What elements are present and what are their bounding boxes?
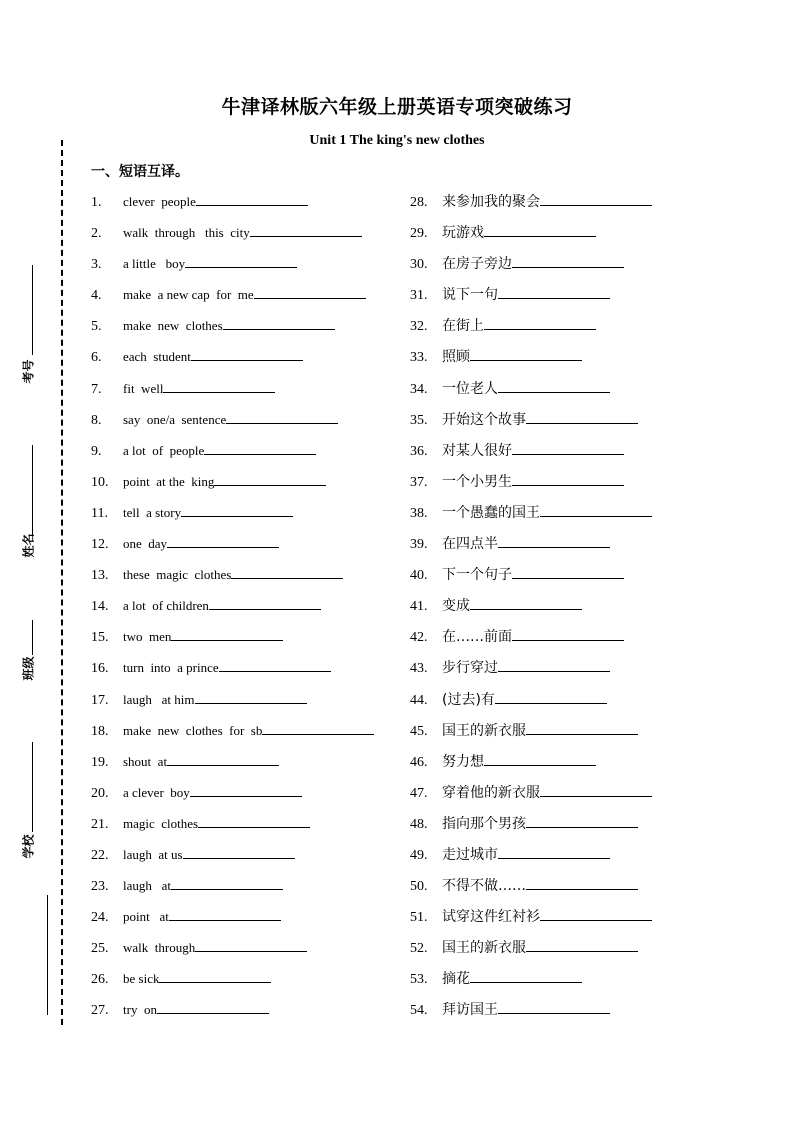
answer-blank[interactable] — [195, 937, 307, 952]
name-label: 姓名 — [21, 533, 36, 558]
item-number: 3. — [91, 257, 102, 273]
page-title: 牛津译林版六年级上册英语专项突破练习 — [221, 96, 573, 118]
phrase-text: a lot of people — [123, 442, 205, 458]
phrase-text: 在房子旁边 — [442, 256, 512, 273]
phrase-item — [91, 781, 374, 812]
answer-blank[interactable] — [262, 720, 374, 735]
item-number: 50. — [410, 879, 428, 895]
phrase-item — [410, 936, 652, 967]
phrase-item — [91, 345, 374, 376]
item-number: 5. — [91, 319, 102, 335]
phrase-text: 在……前面 — [442, 629, 512, 646]
answer-blank[interactable] — [526, 720, 638, 735]
phrase-text: 不得不做…… — [442, 878, 526, 895]
phrase-item — [410, 563, 652, 594]
phrase-text: 国王的新衣服 — [442, 722, 526, 739]
phrase-item — [91, 314, 374, 345]
answer-blank[interactable] — [540, 191, 652, 206]
answer-blank[interactable] — [540, 502, 652, 517]
phrase-text: these magic clothes — [123, 567, 232, 583]
answer-blank[interactable] — [484, 751, 596, 766]
phrase-item — [410, 750, 652, 781]
phrase-item — [91, 283, 374, 314]
phrase-item — [91, 812, 374, 843]
item-number: 53. — [410, 972, 428, 988]
phrase-item — [410, 501, 652, 532]
phrase-text: laugh at us — [123, 846, 183, 862]
phrase-item — [410, 843, 652, 874]
item-number: 37. — [410, 474, 428, 490]
item-number: 11. — [91, 505, 108, 521]
phrase-text: 说下一句 — [442, 287, 498, 304]
phrase-item — [91, 688, 374, 719]
phrase-text: 开始这个故事 — [442, 411, 526, 428]
phrase-text: laugh at — [123, 878, 172, 894]
phrase-text: walk through — [123, 940, 196, 956]
phrase-text: make a new cap for me — [123, 287, 254, 303]
phrase-item — [91, 750, 374, 781]
item-number: 47. — [410, 785, 428, 801]
phrase-item — [410, 252, 652, 283]
phrase-item — [410, 812, 652, 843]
phrase-item — [91, 998, 374, 1029]
item-number: 27. — [91, 1003, 109, 1019]
answer-blank[interactable] — [512, 253, 624, 268]
phrase-item — [91, 190, 374, 221]
phrase-item — [410, 314, 652, 345]
item-number: 45. — [410, 723, 428, 739]
phrase-item — [91, 439, 374, 470]
phrase-text: 下一个句子 — [442, 567, 512, 584]
school-label: 学校 — [21, 834, 36, 859]
phrase-text: 走过城市 — [442, 846, 498, 863]
item-number: 19. — [91, 754, 109, 770]
exam-number-field — [10, 265, 50, 395]
item-number: 30. — [410, 257, 428, 273]
phrase-item — [410, 905, 652, 936]
phrase-item — [91, 252, 374, 283]
item-number: 34. — [410, 381, 428, 397]
phrase-item — [91, 563, 374, 594]
answer-blank[interactable] — [526, 409, 638, 424]
answer-blank[interactable] — [219, 657, 331, 672]
phrase-item — [410, 688, 652, 719]
phrase-item — [410, 625, 652, 656]
answer-blank[interactable] — [484, 315, 596, 330]
answer-blank[interactable] — [512, 564, 624, 579]
phrase-item — [410, 439, 652, 470]
binding-line-bottom — [47, 895, 48, 1015]
phrase-item — [91, 532, 374, 563]
phrase-text: 拜访国王 — [442, 1002, 498, 1019]
phrase-item — [410, 998, 652, 1029]
answer-blank[interactable] — [185, 253, 297, 268]
answer-blank[interactable] — [470, 346, 582, 361]
answer-blank[interactable] — [540, 782, 652, 797]
item-number: 24. — [91, 910, 109, 926]
phrase-text: walk through this city — [123, 225, 250, 241]
item-number: 4. — [91, 288, 102, 304]
answer-blank[interactable] — [498, 999, 610, 1014]
phrase-item — [91, 843, 374, 874]
phrase-text: 对某人很好 — [442, 442, 512, 459]
answer-blank[interactable] — [526, 813, 638, 828]
phrase-text: 指向那个男孩 — [442, 815, 526, 832]
item-number: 31. — [410, 288, 428, 304]
item-number: 10. — [91, 474, 109, 490]
item-number: 43. — [410, 661, 428, 677]
answer-blank[interactable] — [171, 626, 283, 641]
answer-blank[interactable] — [498, 378, 610, 393]
answer-blank[interactable] — [250, 222, 362, 237]
class-label: 班级 — [21, 656, 36, 681]
phrase-item — [410, 408, 652, 439]
school-field — [10, 742, 50, 872]
answer-blank[interactable] — [204, 440, 316, 455]
phrase-text: clever people — [123, 194, 196, 209]
item-number: 33. — [410, 350, 428, 366]
item-number: 14. — [91, 599, 109, 615]
phrase-text: point at — [123, 909, 169, 925]
phrase-item — [91, 656, 374, 687]
item-number: 21. — [91, 816, 109, 832]
answer-blank[interactable] — [190, 782, 302, 797]
answer-blank[interactable] — [181, 502, 293, 517]
phrase-text: 照顾 — [442, 349, 470, 366]
item-number: 15. — [91, 630, 109, 646]
answer-blank[interactable] — [183, 844, 295, 859]
phrase-text: 国王的新衣服 — [442, 940, 526, 957]
phrase-text: 步行穿过 — [442, 660, 498, 677]
phrase-item — [91, 625, 374, 656]
item-number: 17. — [91, 692, 109, 708]
answer-blank[interactable] — [167, 533, 279, 548]
item-number: 46. — [410, 754, 428, 770]
phrase-text: make new clothes for sb — [123, 722, 263, 738]
phrase-text: 努力想 — [442, 753, 484, 770]
phrase-text: a clever boy — [123, 784, 190, 800]
phrase-text: fit well — [123, 380, 164, 396]
answer-blank[interactable] — [254, 284, 366, 299]
answer-blank[interactable] — [159, 968, 271, 983]
answer-blank[interactable] — [470, 595, 582, 610]
phrase-text: a little boy — [123, 256, 186, 272]
item-number: 9. — [91, 443, 102, 459]
phrase-item — [410, 967, 652, 998]
phrase-item — [91, 377, 374, 408]
answer-blank[interactable] — [209, 595, 321, 610]
name-field — [10, 445, 50, 575]
phrase-text: one day — [123, 536, 168, 552]
phrase-text: try on — [123, 1002, 157, 1018]
section-heading: 一、短语互译。 — [91, 164, 189, 180]
answer-blank[interactable] — [526, 937, 638, 952]
answer-blank[interactable] — [163, 378, 275, 393]
unit-subtitle: Unit 1 The king's new clothes — [309, 133, 485, 148]
phrase-text: make new clothes — [123, 318, 223, 334]
item-number: 25. — [91, 941, 109, 957]
phrase-text: 摘花 — [442, 971, 470, 988]
phrase-item — [410, 874, 652, 905]
item-number: 52. — [410, 941, 428, 957]
answer-blank[interactable] — [191, 346, 303, 361]
answer-blank[interactable] — [498, 533, 610, 548]
answer-blank[interactable] — [512, 626, 624, 641]
phrase-item — [410, 470, 652, 501]
phrase-item — [410, 719, 652, 750]
item-number: 39. — [410, 537, 428, 553]
class-field — [10, 620, 50, 700]
phrase-item — [91, 408, 374, 439]
phrase-text: 变成 — [442, 598, 470, 615]
phrase-text: 穿着他的新衣服 — [442, 784, 540, 801]
item-number: 26. — [91, 972, 109, 988]
phrase-text: magic clothes — [123, 815, 199, 831]
chinese-phrase-column — [410, 190, 652, 1030]
item-number: 48. — [410, 816, 428, 832]
item-number: 1. — [91, 195, 102, 210]
answer-blank[interactable] — [512, 440, 624, 455]
phrase-text: two men — [123, 629, 172, 645]
answer-blank[interactable] — [171, 875, 283, 890]
answer-blank[interactable] — [526, 875, 638, 890]
english-phrase-column — [91, 190, 374, 1030]
item-number: 36. — [410, 443, 428, 459]
phrase-item — [410, 656, 652, 687]
item-number: 40. — [410, 568, 428, 584]
phrase-text: 来参加我的聚会 — [442, 194, 540, 210]
phrase-item — [91, 967, 374, 998]
binding-dashed-line — [61, 140, 63, 1025]
phrase-text: be sick — [123, 971, 160, 987]
answer-blank[interactable] — [231, 564, 343, 579]
item-number: 8. — [91, 412, 102, 428]
item-number: 35. — [410, 412, 428, 428]
answer-blank[interactable] — [498, 844, 610, 859]
phrase-item — [410, 377, 652, 408]
phrase-text: 一位老人 — [442, 380, 498, 397]
phrase-text: 一个小男生 — [442, 473, 512, 490]
item-number: 2. — [91, 226, 102, 242]
item-number: 49. — [410, 847, 428, 863]
answer-blank[interactable] — [498, 284, 610, 299]
answer-blank[interactable] — [214, 471, 326, 486]
phrase-text: 试穿这件红衬衫 — [442, 909, 540, 926]
phrase-item — [410, 594, 652, 625]
phrase-text: point at the king — [123, 473, 215, 489]
item-number: 7. — [91, 381, 102, 397]
answer-blank[interactable] — [226, 409, 338, 424]
answer-blank[interactable] — [512, 471, 624, 486]
answer-blank[interactable] — [169, 906, 281, 921]
item-number: 16. — [91, 661, 109, 677]
item-number: 38. — [410, 505, 428, 521]
answer-blank[interactable] — [498, 657, 610, 672]
answer-blank[interactable] — [470, 968, 582, 983]
answer-blank[interactable] — [196, 191, 308, 206]
phrase-text: (过去)有 — [442, 691, 495, 708]
item-number: 41. — [410, 599, 428, 615]
answer-blank[interactable] — [484, 222, 596, 237]
phrase-item — [410, 190, 652, 221]
item-number: 44. — [410, 692, 428, 708]
exam-number-label: 考号 — [21, 359, 36, 384]
answer-blank[interactable] — [167, 751, 279, 766]
phrase-text: say one/a sentence — [123, 411, 227, 427]
item-number: 13. — [91, 568, 109, 584]
phrase-text: 一个愚蠢的国王 — [442, 504, 540, 521]
item-number: 54. — [410, 1003, 428, 1019]
phrase-text: shout at — [123, 753, 168, 769]
answer-blank[interactable] — [198, 813, 310, 828]
phrase-text: 在四点半 — [442, 536, 498, 553]
phrase-item — [91, 874, 374, 905]
phrase-item — [410, 532, 652, 563]
phrase-item — [410, 345, 652, 376]
answer-blank[interactable] — [540, 906, 652, 921]
answer-blank[interactable] — [157, 999, 269, 1014]
phrase-item — [410, 283, 652, 314]
item-number: 22. — [91, 847, 109, 863]
item-number: 28. — [410, 195, 428, 210]
phrase-text: 在街上 — [442, 318, 484, 335]
item-number: 12. — [91, 537, 109, 553]
item-number: 29. — [410, 226, 428, 242]
phrase-text: tell a story — [123, 504, 182, 520]
item-number: 23. — [91, 879, 109, 895]
answer-blank[interactable] — [495, 689, 607, 704]
answer-blank[interactable] — [195, 689, 307, 704]
item-number: 20. — [91, 785, 109, 801]
phrase-item — [91, 470, 374, 501]
item-number: 32. — [410, 319, 428, 335]
phrase-text: 玩游戏 — [442, 225, 484, 242]
phrase-item — [91, 936, 374, 967]
phrase-text: turn into a prince — [123, 660, 219, 676]
phrase-text: each student — [123, 349, 191, 365]
phrase-text: a lot of children — [123, 598, 209, 614]
answer-blank[interactable] — [223, 315, 335, 330]
item-number: 6. — [91, 350, 102, 366]
phrase-item — [410, 221, 652, 252]
item-number: 18. — [91, 723, 109, 739]
phrase-item — [91, 594, 374, 625]
item-number: 51. — [410, 910, 428, 926]
phrase-text: laugh at him — [123, 691, 195, 707]
phrase-item — [91, 221, 374, 252]
phrase-item — [410, 781, 652, 812]
phrase-item — [91, 719, 374, 750]
phrase-item — [91, 905, 374, 936]
item-number: 42. — [410, 630, 428, 646]
phrase-item — [91, 501, 374, 532]
